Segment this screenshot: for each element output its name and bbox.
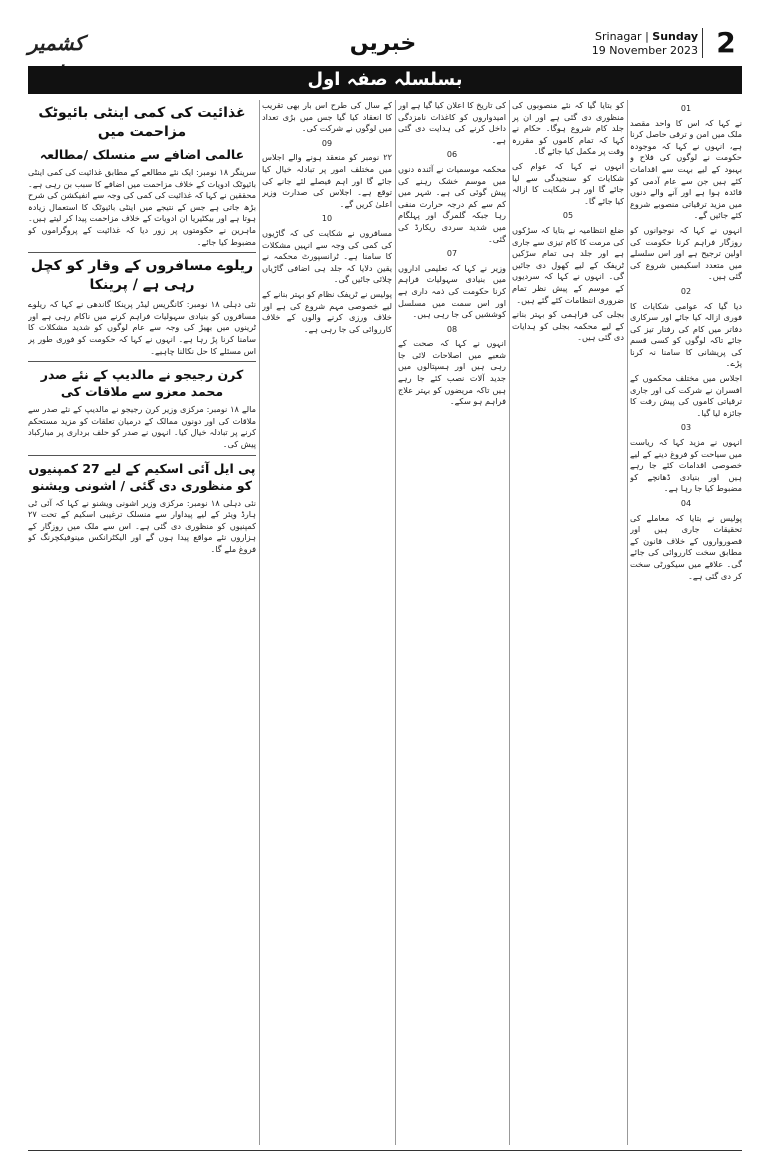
paragraph: ضلع انتظامیہ نے بتایا کہ سڑکوں کی مرمت کا کام تیزی سے جاری ہے اور جلد ہی تمام سڑکیں ٹریفک کے لیے کھول دی جائیں گی۔ انہوں نے کہا کہ سردیوں کے موسم کے پیش نظر تمام ضروری انتظامات کئے گئے ہیں۔ [512, 224, 624, 305]
item-number: 09 [321, 138, 333, 148]
item-number: 05 [562, 211, 574, 221]
header-divider [702, 28, 703, 58]
column-divider [395, 100, 396, 1145]
paragraph: بجلی کی فراہمی کو بہتر بنانے کے لیے محکمہ بجلی کو ہدایات دی گئی ہیں۔ [512, 309, 624, 343]
paragraph: انہوں نے مزید کہا کہ ریاست میں سیاحت کو فروغ دینے کے لیے خصوصی اقدامات کئے جا رہے ہیں اور بنیادی ڈھانچے کو مضبوط کیا جا رہا ہے۔ [630, 437, 742, 494]
paragraph: مسافروں نے شکایت کی کہ گاڑیوں کی کمی کی وجہ سے انہیں مشکلات کا سامنا ہے۔ ٹرانسپورٹ محکمہ نے یقین دلایا کہ جلد ہی اضافی گاڑیاں چلائی جائیں گی۔ [262, 227, 392, 285]
item-number: 10 [321, 214, 333, 224]
column-3 [398, 100, 506, 1145]
article-body: نئی دہلی ۱۸ نومبر: مرکزی وزیر اشونی ویشنو نے کہا کہ آئی ٹی ہارڈ ویئر کے لیے پیداوار سے منسلک ترغیبی اسکیم کے تحت ۲۷ کمپنیوں کو منظوری دی گئی ہے۔ اس سے ملک میں روزگار کے ہزاروں نئے مواقع پیدا ہوں گے اور الیکٹرانکس مینوفیکچرنگ کو فروغ ملے گا۔ [28, 497, 256, 554]
paragraph: کی تاریخ کا اعلان کیا گیا ہے اور امیدواروں کو کاغذات نامزدگی داخل کرنے کی ہدایت دی گئی ہے۔ [398, 100, 506, 145]
item-number: 07 [446, 249, 458, 259]
paragraph: انہوں نے کہا کہ صحت کے شعبے میں اصلاحات لائی جا رہی ہیں اور ہسپتالوں میں جدید آلات نصب کئے جا رہے ہیں تاکہ مریضوں کو بہتر علاج فراہم ہو سکے۔ [398, 338, 506, 407]
column-2 [512, 100, 624, 1145]
story-separator [28, 455, 256, 456]
item-number: 06 [446, 150, 458, 160]
footer-rule [28, 1150, 742, 1151]
column-5 [28, 100, 256, 1145]
story-separator [28, 361, 256, 362]
dateline-day: Sunday [652, 30, 698, 43]
dateline: Srinagar | Sunday 19 November 2023 [591, 30, 698, 57]
dateline-date: 19 November 2023 [591, 44, 698, 57]
column-divider [627, 100, 628, 1145]
page-number: 2 [716, 26, 736, 59]
article-body: مالے ۱۸ نومبر: مرکزی وزیر کرن رجیجو نے مالدیپ کے نئے صدر سے ملاقات کی اور دونوں ممالک کے درمیان تعلقات کو مزید مستحکم کرنے پر تبادلہ خیال کیا۔ انہوں نے صدر کو حلف برداری پر مبارکباد پیش کی۔ [28, 404, 256, 449]
masthead [28, 26, 742, 64]
item-number: 03 [680, 423, 692, 433]
headline-railway: ریلوے مسافروں کے وقار کو کچل رہی ہے / پرینکا [30, 258, 254, 294]
paragraph: کے سال کی طرح اس بار بھی تقریب کا انعقاد کیا گیا جس میں بڑی تعداد میں لوگوں نے شرکت کی۔ [262, 100, 392, 134]
paragraph: پولیس نے ٹریفک نظام کو بہتر بنانے کے لیے خصوصی مہم شروع کی ہے اور خلاف ورزی کرنے والوں کے خلاف کارروائی کی جا رہی ہے۔ [262, 288, 392, 334]
paragraph: پولیس نے بتایا کہ معاملے کی تحقیقات جاری ہیں اور قصورواروں کے خلاف قانون کے مطابق سخت کارروائی کی جائے گی۔ علاقے میں سیکورٹی سخت کر دی گئی ہے۔ [630, 512, 742, 581]
paragraph: دیا گیا کہ عوامی شکایات کا فوری ازالہ کیا جائے اور سرکاری دفاتر میں کام کی رفتار تیز کی جائے تاکہ لوگوں کو کسی قسم کی پریشانی کا سامنا نہ کرنا پڑے۔ [630, 300, 742, 369]
paragraph: اجلاس میں مختلف محکموں کے افسران نے شرکت کی اور جاری ترقیاتی کاموں کی پیش رفت کا جائزہ لیا گیا۔ [630, 373, 742, 418]
item-number: 02 [680, 286, 692, 296]
paragraph: کو بتایا گیا کہ نئے منصوبوں کی منظوری دی گئی ہے اور ان پر جلد کام شروع ہوگا۔ حکام نے کہا کہ تمام کاموں کو مقررہ وقت پر مکمل کیا جائے گا۔ [512, 100, 624, 157]
paragraph: نے کہا کہ اس کا واحد مقصد ملک میں امن و ترقی حاصل کرنا ہے، انہوں نے کہا کہ موجودہ حکومت نے لوگوں کی فلاح و بہبود کے لیے بہت سے اقدامات کئے ہیں جن سے عام آدمی کو فائدہ ہوا ہے اور آنے والے دنوں میں مزید ترقیاتی منصوبے شروع کئے جائیں گے۔ [630, 117, 742, 221]
column-divider [259, 100, 260, 1145]
article-body: سرینگر ۱۸ نومبر: ایک نئے مطالعے کے مطابق غذائیت کی کمی اینٹی بائیوٹک ادویات کے خلاف مزاحمت میں اضافے کا سبب بن رہی ہے۔ محققین نے کہا کہ غذائیت کی کمی کی وجہ سے انفیکشن کی شرح بڑھ جاتی ہے جس کے نتیجے میں اینٹی بائیوٹک کا استعمال زیادہ ہوتا ہے اور بیکٹیریا ان ادویات کے خلاف مزاحمت پیدا کر لیتے ہیں۔ ماہرین نے حکومتوں پر زور دیا کہ غذائیت کے پروگراموں کو مضبوط کیا جائے۔ [28, 167, 256, 247]
newspaper-logo: کشمیر [28, 31, 84, 55]
column-divider [509, 100, 510, 1145]
item-number: 01 [680, 104, 692, 113]
paragraph: انہوں نے کہا کہ نوجوانوں کو روزگار فراہم کرنا حکومت کی اولین ترجیح ہے اور اس سلسلے میں متعدد اسکیمیں شروع کی گئی ہیں۔ [630, 224, 742, 282]
dateline-city: Srinagar [595, 30, 642, 43]
article-body: نئی دہلی ۱۸ نومبر: کانگریس لیڈر پرینکا گاندھی نے کہا کہ ریلوے مسافروں کو بنیادی سہولیات فراہم کرنے میں ناکام رہی ہے اور ٹرینوں میں بھیڑ کی وجہ سے عام لوگوں کو شدید مشکلات کا سامنا کرنا پڑ رہا ہے۔ انہوں نے کہا کہ حکومت کو فوری طور پر اس مسئلے کا حل نکالنا چاہیے۔ [28, 299, 256, 356]
headline-nutrition-sub: عالمی اضافے سے منسلک /مطالعہ [39, 147, 245, 162]
paragraph: ۲۲ نومبر کو منعقد ہونے والے اجلاس میں مختلف امور پر تبادلہ خیال کیا جائے گا اور اہم فیصلے لئے جانے کی توقع ہے۔ اجلاس کی صدارت وزیر اعلیٰ کریں گے۔ [262, 152, 392, 209]
paragraph: وزیر نے کہا کہ تعلیمی اداروں میں بنیادی سہولیات فراہم کرنا حکومت کی ذمہ داری ہے اور اس سمت میں مسلسل کوششیں کی جا رہی ہیں۔ [398, 262, 506, 320]
item-number: 08 [446, 324, 458, 334]
paragraph: محکمہ موسمیات نے آئندہ دنوں میں موسم خشک رہنے کی پیش گوئی کی ہے۔ شہر میں کم سے کم درجہ حرارت منفی رہا جبکہ گلمرگ اور پہلگام میں شدید سردی ریکارڈ کی گئی۔ [398, 163, 506, 244]
headline-pli-scheme: پی ایل آئی اسکیم کے لیے 27 کمپنیوں کو منظوری دی گئی / اشونی ویشنو [28, 460, 256, 493]
paragraph: انہوں نے کہا کہ عوام کی شکایات کو سنجیدگی سے لیا جائے گا اور ہر شکایت کا ازالہ کیا جائے گا۔ [512, 160, 624, 206]
continuation-banner: بسلسلہ صفہ اول [28, 66, 742, 94]
headline-nutrition: غذائیت کی کمی اینٹی بائیوٹک مزاحمت میں [38, 105, 246, 140]
column-1 [630, 100, 742, 1145]
story-separator [28, 252, 256, 253]
section-title: خبریں [349, 31, 417, 56]
item-number: 04 [680, 499, 692, 508]
column-4 [262, 100, 392, 1145]
headline-maldives: کرن رجیجو نے مالدیپ کے نئے صدر محمد معزو سے ملاقات کی [40, 367, 244, 400]
